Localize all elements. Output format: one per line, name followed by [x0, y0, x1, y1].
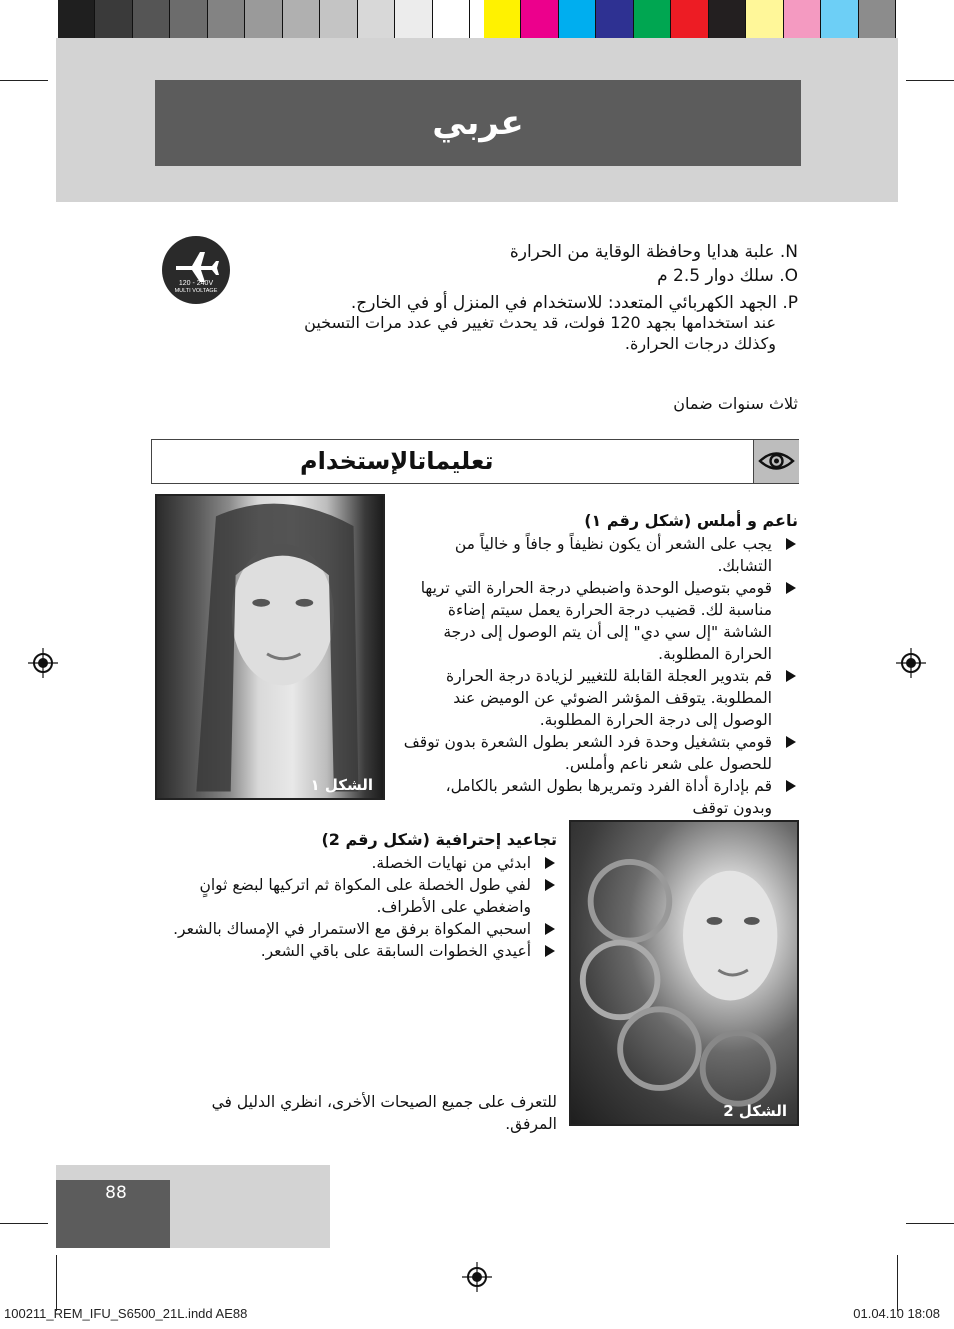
smooth-heading: ناعم و أملس (شكل رقم ١)	[584, 511, 798, 530]
list-item	[165, 918, 557, 940]
color-swatch	[709, 0, 746, 38]
color-swatch	[95, 0, 132, 38]
curls-instructions-list	[165, 852, 557, 962]
list-item-text: ابدئي من نهايات الخصلة.	[371, 854, 531, 872]
list-item	[402, 665, 798, 731]
color-swatch	[395, 0, 432, 38]
spec-p-line3: وكذلك درجات الحرارة.	[624, 334, 776, 353]
crop-mark	[906, 1223, 954, 1224]
slug-date-time: 01.04.10 18:08	[853, 1306, 940, 1321]
list-item	[165, 940, 557, 962]
warranty-text: ثلاث سنوات ضمان	[673, 394, 798, 413]
list-item	[402, 533, 798, 577]
bullet-triangle-icon	[786, 538, 796, 550]
face-illustration	[157, 496, 383, 798]
color-swatch	[784, 0, 821, 38]
spec-o: O. سلك دوار 2.5 م	[657, 266, 798, 286]
color-swatch	[859, 0, 896, 38]
list-item-text: قم بتدوير العجلة القابلة للتغيير لزيادة درجة الحرارة المطلوبة. يتوقف المؤشر الضوئي عن الوميض عند الوصول إلى درجة الحرارة المطلوبة.	[445, 667, 772, 729]
crop-mark	[0, 80, 48, 81]
list-item-text: يجب على الشعر أن يكون نظيفاً و جافاً و خالياً من التشابك.	[454, 535, 772, 575]
list-item	[402, 775, 798, 819]
color-swatch	[133, 0, 170, 38]
spec-p-line1: P. الجهد الكهربائي المتعدد: للاستخدام في المنزل أو في الخارج.	[350, 293, 798, 313]
bullet-triangle-icon	[786, 736, 796, 748]
figure-1-label: الشكل ١	[310, 776, 373, 794]
registration-mark-icon	[462, 1262, 492, 1292]
section-title: تعليماتالإستخدام	[300, 447, 494, 475]
color-swatch	[433, 0, 470, 38]
color-swatch	[320, 0, 357, 38]
color-swatch	[358, 0, 395, 38]
registration-mark-icon	[28, 648, 58, 678]
color-swatch	[634, 0, 671, 38]
list-item-text: اسحبي المكواة برفق مع الاستمرار في الإمساك بالشعر.	[173, 920, 531, 938]
closing-text: للتعرف على جميع الصيحات الأخرى، انظري الدليل في المرفق.	[211, 1093, 557, 1133]
list-item	[402, 577, 798, 665]
list-item	[165, 852, 557, 874]
section-icon-box	[753, 440, 799, 483]
bullet-triangle-icon	[545, 945, 555, 957]
multi-voltage-badge	[162, 236, 230, 304]
color-swatch	[283, 0, 320, 38]
face-illustration	[571, 822, 797, 1124]
list-item-text: قومي بتشغيل وحدة فرد الشعر بطول الشعرة بدون توقف للحصول على شعر ناعم وأملس.	[403, 733, 772, 773]
slug-file-info: 100211_REM_IFU_S6500_21L.indd AE88	[4, 1306, 248, 1321]
bullet-triangle-icon	[545, 879, 555, 891]
bullet-triangle-icon	[545, 923, 555, 935]
spec-n: N. علبة هدايا وحافظة الوقاية من الحرارة	[509, 242, 798, 262]
list-item	[402, 731, 798, 775]
color-swatch	[58, 0, 95, 38]
color-swatch	[521, 0, 558, 38]
gray-color-bar	[58, 0, 470, 38]
color-swatch	[170, 0, 207, 38]
spec-p-line2: عند استخدامها بجهد 120 فولت، قد يحدث تغيير في عدد مرات التسخين	[304, 313, 776, 332]
color-swatch	[821, 0, 858, 38]
crop-mark	[56, 1255, 57, 1311]
figure-2-label: الشكل 2	[723, 1102, 787, 1120]
color-swatch	[746, 0, 783, 38]
list-item	[165, 874, 557, 918]
color-swatch	[671, 0, 708, 38]
page-title: عربي	[432, 103, 524, 143]
color-swatch	[208, 0, 245, 38]
smooth-instructions-list	[402, 533, 798, 819]
color-swatch	[559, 0, 596, 38]
color-swatch	[596, 0, 633, 38]
badge-label: MULTI VOLTAGE	[174, 288, 218, 294]
bullet-triangle-icon	[545, 857, 555, 869]
bullet-triangle-icon	[786, 670, 796, 682]
process-color-bar	[484, 0, 896, 38]
bullet-triangle-icon	[786, 582, 796, 594]
figure-2-curly-hair-photo	[569, 820, 799, 1126]
bullet-triangle-icon	[786, 780, 796, 792]
figure-1-straight-hair-photo	[155, 494, 385, 800]
curls-heading: تجاعيد إحترافية (شكل رقم 2)	[321, 830, 557, 849]
color-swatch	[484, 0, 521, 38]
list-item-text: لفي طول الخصلة على المكواة ثم اتركيها لبضع ثوانٍ واضغطي على الأطراف.	[199, 876, 531, 916]
list-item-text: قومي بتوصيل الوحدة واضبطي درجة الحرارة التي تريها مناسبة لك. قضيب درجة الحرارة يعمل سيتم إضاءة الشاشة "إل سي دي" إلى أن يتم الوصول إلى درجة الحرارة المطلوبة.	[420, 579, 772, 663]
crop-mark	[0, 1223, 48, 1224]
color-swatch	[245, 0, 282, 38]
crop-mark	[906, 80, 954, 81]
badge-voltage: 120 - 240V	[178, 280, 214, 287]
crop-mark	[897, 1255, 898, 1311]
page-number: 88	[105, 1183, 127, 1203]
list-item-text: قم بإدارة أداة الفرد وتمريرها بطول الشعر بالكامل، وبدون توقف	[445, 777, 772, 817]
registration-mark-icon	[896, 648, 926, 678]
eye-icon	[754, 440, 799, 483]
list-item-text: أعيدي الخطوات السابقة على باقي الشعر.	[260, 942, 531, 960]
